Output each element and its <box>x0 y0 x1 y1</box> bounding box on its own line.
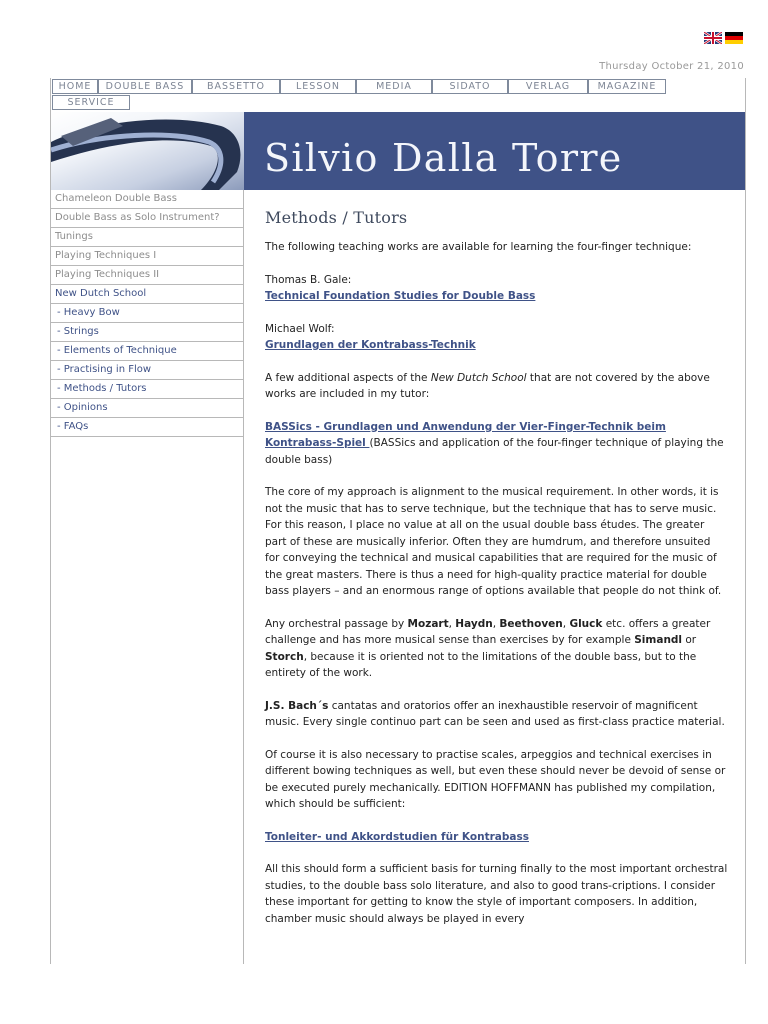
language-switcher <box>704 32 743 44</box>
author-wolf: Michael Wolf: <box>265 322 335 335</box>
sidebar-item-new-dutch-school[interactable]: New Dutch School <box>51 285 243 304</box>
scales-paragraph: Of course it is also necessary to practise scales, arpeggios and technical exercises in different bowing techniques as well, but even these should never be devoid of sense or be executed purely mechanically. EDITION HOFFMANN has published my compilation, which should be sufficient: <box>265 748 726 810</box>
composer-haydn: Haydn <box>455 617 493 630</box>
orchestral-or: or <box>682 634 697 646</box>
nav-double-bass[interactable]: DOUBLE BASS <box>98 79 192 94</box>
top-navigation <box>51 78 745 112</box>
nav-home[interactable]: HOME <box>52 79 98 94</box>
new-dutch-school-emphasis: New Dutch School <box>430 371 527 384</box>
bach-paragraph <box>265 698 728 731</box>
bassics-translation: (BASSics and application of the four-finger technique of playing the double bass) <box>265 437 724 466</box>
aspects-text-post: that are not covered by the above works are included in my tutor: <box>265 371 710 400</box>
link-tonleiter-akkordstudien[interactable]: Tonleiter- und Akkordstudien für Kontrabass <box>265 830 529 843</box>
page-frame <box>50 78 746 964</box>
current-date: Thursday October 21, 2010 <box>599 61 744 72</box>
core-approach-paragraph: The core of my approach is alignment to the musical requirement. In other words, it is not the music that has to serve technique, but the technique that has to serve music. For this reason, I place no value at all on the usual double bass études. The greater part of these are musically inferior. Often they are humdrum, and therefore unsuited for conveying the technical and musical capabilities that are required for the music of the great masters. There is thus a need for high-quality practice material for double bass players – and an enormous range of options available that people do not think of. <box>265 486 722 597</box>
orchestral-paragraph: Any orchestral passage by Mozart, Haydn, Beethoven, Gluck etc. offers a greater challenge and has more musical sense than exercises by for example Simandl or Storch, because it is oriented not to the limitations of the double bass, but to the entirety of the work. <box>265 617 711 679</box>
bassics-paragraph <box>265 419 728 469</box>
aspects-paragraph <box>265 370 728 403</box>
final-paragraph: All this should form a sufficient basis for turning finally to the most important orchestral studies, to the double bass solo literature, and also to good trans-criptions. I consider these important for getting to know the style of important composers. In addition, chamber music should always be played in every <box>265 863 728 925</box>
sidebar-item-playing-techniques-2[interactable]: Playing Techniques II <box>51 266 243 285</box>
composer-mozart: Mozart <box>407 617 449 630</box>
sidebar-item-solo-instrument[interactable]: Double Bass as Solo Instrument? <box>51 209 243 228</box>
author-gale: Thomas B. Gale: <box>265 273 352 286</box>
intro-paragraph: The following teaching works are available for learning the four-finger technique: <box>265 241 692 253</box>
nav-bassetto[interactable]: BASSETTO <box>192 79 280 94</box>
english-flag-icon[interactable] <box>704 32 722 44</box>
sidebar-item-opinions[interactable]: - Opinions <box>51 399 243 418</box>
banner <box>244 112 745 190</box>
aspects-text: A few additional aspects of the <box>265 371 431 384</box>
tutor-gale <box>265 272 728 305</box>
german-flag-icon[interactable] <box>725 32 743 44</box>
nav-media[interactable]: MEDIA <box>356 79 432 94</box>
tutor-wolf <box>265 321 728 354</box>
sidebar-item-practising-in-flow[interactable]: - Practising in Flow <box>51 361 243 380</box>
orchestral-text-mid: etc. offers a greater challenge and has more musical sense than exercises by for example <box>265 617 711 646</box>
link-bassics[interactable]: BASSics - Grundlagen und Anwendung der Vier-Finger-Technik beim Kontrabass-Spiel <box>265 420 666 449</box>
sidebar-item-chameleon-double-bass[interactable]: Chameleon Double Bass <box>51 190 243 209</box>
double-bass-scroll-icon <box>51 112 244 190</box>
composer-storch: Storch <box>265 650 304 663</box>
nav-magazine[interactable]: MAGAZINE <box>588 79 666 94</box>
nav-sidato[interactable]: SIDATO <box>432 79 508 94</box>
page-title: Methods / Tutors <box>265 208 408 227</box>
site-title: Silvio Dalla Torre <box>264 136 623 180</box>
main-content <box>265 190 728 943</box>
sidebar-item-strings[interactable]: - Strings <box>51 323 243 342</box>
sidebar-item-methods-tutors[interactable]: - Methods / Tutors <box>51 380 243 399</box>
orchestral-text: Any orchestral passage by <box>265 617 408 630</box>
scales-link-paragraph <box>265 829 728 846</box>
composer-beethoven: Beethoven <box>499 617 563 630</box>
nav-verlag[interactable]: VERLAG <box>508 79 588 94</box>
nav-service[interactable]: SERVICE <box>52 95 130 110</box>
banner-instrument-image <box>51 112 244 190</box>
orchestral-text-post: , because it is oriented not to the limitations of the double bass, but to the entirety of the work. <box>265 650 697 679</box>
composer-gluck: Gluck <box>569 617 603 630</box>
sidebar-item-tunings[interactable]: Tunings <box>51 228 243 247</box>
link-technical-foundation-studies[interactable]: Technical Foundation Studies for Double Bass <box>265 290 536 302</box>
composer-bach: J.S. Bach´s <box>265 699 329 712</box>
sidebar-item-playing-techniques-1[interactable]: Playing Techniques I <box>51 247 243 266</box>
bach-text: cantatas and oratorios offer an inexhaustible reservoir of magnificent music. Every single continuo part can be seen and used as first-class practice material. <box>265 699 725 728</box>
link-grundlagen-kontrabass-technik[interactable]: Grundlagen der Kontrabass-Technik <box>265 339 476 351</box>
sidebar-item-elements-of-technique[interactable]: - Elements of Technique <box>51 342 243 361</box>
sidebar-item-heavy-bow[interactable]: - Heavy Bow <box>51 304 243 323</box>
composer-simandl: Simandl <box>634 634 683 646</box>
nav-lesson[interactable]: LESSON <box>280 79 356 94</box>
sidebar <box>51 190 244 964</box>
sidebar-item-faqs[interactable]: - FAQs <box>51 418 243 437</box>
